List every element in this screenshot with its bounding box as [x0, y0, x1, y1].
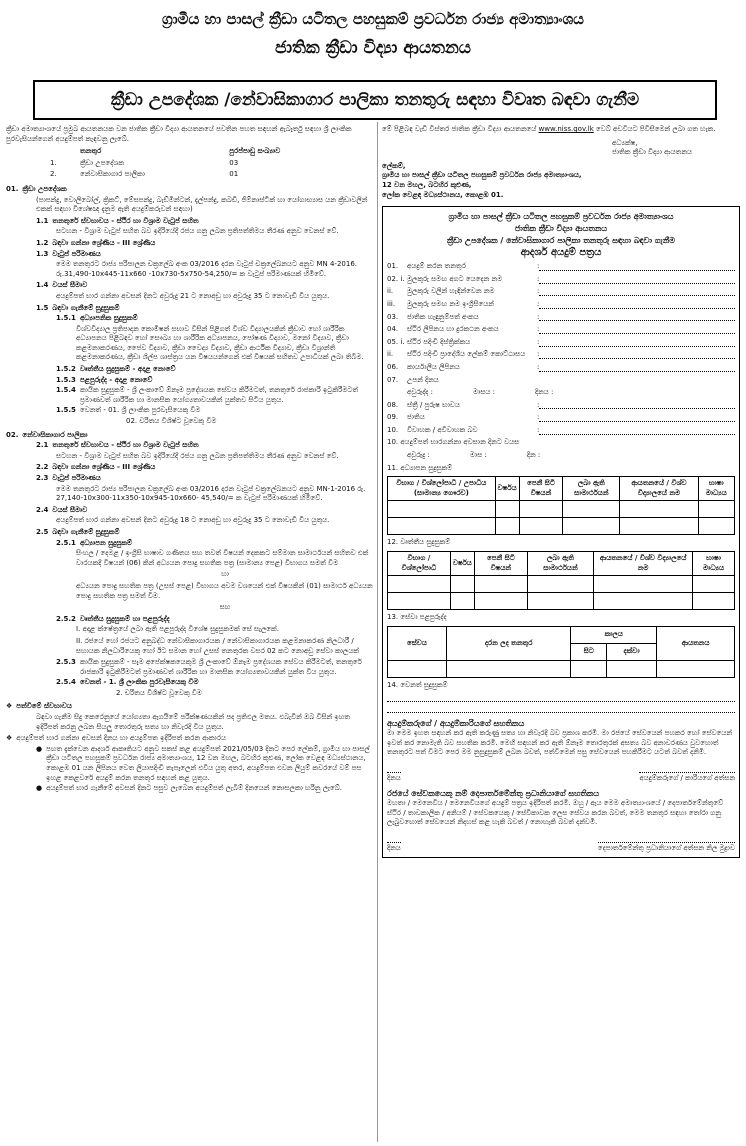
table-row — [46, 158, 346, 170]
field-num: 05. i. — [387, 337, 405, 346]
dob-day: දිනය : — [535, 388, 554, 397]
item-text: අධ්‍යයන පොදු සහතික පත්‍ර (උසස් පෙළ) විභාගය අවම වශයෙන් එක් විෂයකින් (01) සාමාර්ථ අධ්‍යයන පොදු සහතික පත්‍ර සමත් වීම. — [76, 581, 373, 600]
field-num: 07. — [387, 375, 399, 384]
item-title: බඳවා ගැනීමේ සුදුසුකම් — [52, 527, 120, 536]
website-link[interactable]: www.niss.gov.lk — [538, 125, 594, 133]
item-num: 2.5 — [36, 527, 49, 536]
left-column — [6, 125, 374, 795]
item-1-5-3 — [6, 376, 374, 386]
section-num: 01. — [6, 184, 19, 193]
item-title: කායික සුදුසුකම් - ශ්‍රී ලංකාවේ ඕනෑම ප්‍රදේශයක සේවය කිරීමටත්, තනතුරේ රාජකාරි ඉටුකිරීමටත් ප්‍රමාණවත් ශාරීරික හා මානසික යෝග්‍යතාවයකින් යුක්තව සිටිය යුතුය. — [79, 386, 358, 404]
age-field[interactable] — [387, 438, 735, 448]
col-header: පෙනී සිටි විෂයන් — [519, 477, 563, 501]
address-line: 12 වන මහල, බටහිර කුළුණ, — [382, 180, 472, 189]
item-1-5 — [6, 304, 374, 314]
col-header: කාලය — [571, 626, 657, 643]
item-2-5-1 — [6, 539, 374, 549]
section-1-heading — [6, 185, 374, 195]
item-num: 2.4 — [36, 505, 49, 514]
col-header: ආයතනයේ / විශ්ව විද්‍යාලයේ නම — [594, 552, 693, 576]
form-field[interactable]: 05. i. ස්ථිර පදිංචි දිස්ත්‍රික්කය : — [387, 338, 735, 348]
col-header: සේවය — [388, 626, 447, 660]
item-text: II. රජයේ හෝ රජයට අනුබද්ධ නේවාසිකාගාරයක / නේවාසිකාගාරයක කළමනාකරණ නිලධාරී / සහායක නිලධාරියෙකු හෝ ඊට සමාන හෝ උසස් තනතුරක වසර 02 කට නොඅඩු සේවා කාලයක් — [76, 636, 359, 655]
item-num: 1.5 — [36, 303, 49, 312]
applicant-cert-text: මා මෙම ඉහත සඳහන් කර ඇති කරුණු සත්‍ය හා නිවැරදි බව ප්‍රකාශ කරමි. මා රජයේ සේවයෙන් පහකර හෝ සේවයෙන් ඉවත් කර නොමැති බව සහතික කරමි. මෙහි සඳහන් කර ඇති ඕනෑම තොරතුරක් අසත්‍ය බව අනාවරණය වුවහොත් තනතුරට පත් වීමට පෙර මම නුසුදුසුකම් ලබන බවත්, පත්වීමෙන් පසු සේවයෙන් පහකිරීමට යටත් බවත් දනිමි. — [387, 729, 733, 757]
item-1-5-1 — [6, 314, 374, 324]
field-label: මුලකුරු වලින් හැඳින්වෙන නම — [407, 287, 495, 296]
form-field[interactable]: 01. අයදුම් කරන තනතුර : — [387, 262, 735, 272]
item-num: 1.5.4 — [56, 386, 76, 395]
col-header: වර්ෂය — [495, 477, 519, 501]
item-title: වයස් සීමාව — [52, 505, 88, 514]
table-row[interactable] — [388, 660, 735, 677]
item-title: බඳවා ගන්නා ශ්‍රේණිය - III ශ්‍රේණිය — [52, 238, 156, 247]
item-num: 1.2 — [36, 238, 49, 247]
field-num: 03. — [387, 312, 399, 321]
probation-heading — [6, 702, 374, 712]
table-row[interactable] — [388, 518, 735, 535]
sig-date-label: දිනය — [387, 843, 401, 852]
col-header: ලබා ඇති සාමාර්ථයන් — [527, 552, 593, 576]
sig-head-label: දෙපාර්තමේන්තු ප්‍රධානියාගේ අත්සන නිල මුද්‍රාව — [597, 843, 735, 852]
item-text: අයදුම්පත් භාර ගන්නා අවසන් දිනට අවුරුදු 18 ට නොඅඩු හා අවුරුදු 35 ට නොවැඩි විය යුතුය. — [56, 516, 330, 525]
field-label: උපන් දිනය — [407, 375, 439, 384]
form-field[interactable]: 08. ස්ත්‍රී / පුරුෂ භාවය : — [387, 401, 735, 411]
col-header: භාෂා මාධ්‍යය — [698, 477, 735, 501]
institute-title: ජාතික ක්‍රීඩා විද්‍යා ආයතනය — [275, 38, 471, 58]
other-line[interactable] — [387, 693, 735, 702]
item-num: 1.4 — [36, 281, 49, 290]
item-title: වෘත්තීය සුදුසුකම් හා පළපුරුද්ද — [79, 614, 170, 623]
field-label: කාර්යාලීය ලිපිනය — [407, 362, 460, 371]
form-title: ආදර්ශ අයදුම් පත්‍රය — [520, 247, 602, 259]
item-num: 1.3 — [36, 249, 49, 258]
dept-cert-text: මහතා / මෙනෙවිය / මෙනෙවියගේ අයදුම් පත්‍රය ඉදිරිපත් කරමි. ඔහු / ඇය මෙම අමාත්‍යාංශයේ / දෙපාර්තමේන්තුවේ ස්ථිර / තාවකාලික / අනියම් / සේවකයෙකු / සේවිකාවක ලෙස සේවය කරන බවත්, මෙම තනතුර සඳහා තෝරා ගනු ලැබුවහොත් සේවයෙන් නිදහස් කළ හැකි බවත් / නොහැකි බවත් දන්වමි. — [387, 798, 724, 827]
pos-count: 03 — [229, 158, 239, 167]
col-header: විභාග / විශ්ලෝපාධි — [388, 552, 451, 576]
field-num: 08. — [387, 400, 399, 409]
item-2-3 — [6, 474, 374, 484]
item-title: වෙනත් - 1. ශ්‍රී ලාංකික පුරවැසියෙකු වීම — [79, 678, 199, 687]
pos-count: 01 — [229, 170, 239, 179]
section-num: 02. — [6, 430, 19, 439]
item-num: 2.5.2 — [56, 614, 76, 623]
positions-table — [46, 146, 346, 181]
item-title: තනතුරේ ස්වභාවය - ස්ථිර හා විශ්‍රාම වැටුප් සහිත — [52, 441, 199, 450]
vocational-table — [387, 551, 735, 610]
form-field[interactable]: iii. මුලකුරු සමඟ නම ඉංග්‍රීසියෙන් : — [387, 300, 735, 310]
item-1-4 — [6, 281, 374, 291]
address-line: ලේකම්, — [382, 161, 406, 170]
col-header: ආයතනයේ / විශ්ව විද්‍යාලයේ නම — [620, 477, 698, 501]
section-2-heading — [6, 431, 374, 441]
website-note — [382, 125, 740, 135]
diamond-bullet-icon: ❖ — [6, 734, 13, 743]
form-field[interactable] — [387, 376, 735, 386]
field-label: ස්ථිර ලිපිනය හා දුරකථන අංකය — [407, 325, 499, 334]
item-2-1 — [6, 441, 374, 451]
director-institute: ජාතික ක්‍රීඩා විද්‍යා ආයතනය — [612, 148, 693, 157]
item-2-2 — [6, 463, 374, 473]
voc-label: 12. වෘත්තීය සුදුසුකම් — [387, 538, 451, 547]
field-num: 09. — [387, 413, 399, 422]
field-label: 10. අයදුම්පත් භාරගන්නා අවසාන දිනට වයස — [387, 438, 520, 447]
item-text: 2. චරිතය විශිෂ්ට වූවෙකු වීම — [116, 688, 202, 697]
pos-num: 1. — [50, 158, 57, 167]
item-title: වෙනත් - 01. ශ්‍රී ලාංකික පුරවැසියෙකු වීම — [79, 406, 201, 415]
form-field[interactable]: 03. ජාතික හැඳුනුම්පත් අංකය : — [387, 313, 735, 323]
item-1-2 — [6, 239, 374, 249]
item-num: 2.1 — [36, 441, 49, 450]
connector-text: හා — [221, 570, 229, 579]
col-header: පෙනී සිටි විෂයන් — [474, 552, 527, 576]
item-text: I. අදාළ ක්ෂේත්‍රයේ ලබා ඇති පළපුරුද්ද විශේෂ සුදුසුකමක් සේ සැලකේ. — [76, 625, 279, 634]
applicant-cert-title: අයදුම්කරුගේ / අයදුම්කාරියගේ සහතිකය — [387, 719, 525, 729]
form-field[interactable]: 04. ස්ථිර ලිපිනය හා දුරකථන අංකය : — [387, 325, 735, 335]
pos-header-count: පුරප්පාඩු සංඛ්‍යාව — [229, 147, 281, 156]
pos-name: නේවාසිකාගාර පාලිකා — [80, 170, 145, 179]
form-field[interactable]: ii. මුලකුරු වලින් හැඳින්වෙන නම : — [387, 287, 735, 297]
item-2-5-2 — [6, 615, 374, 625]
item-text: සටහන - විශ්‍රාම වැටුප් සහිත බව ඉදිරියේදී රජය ගනු ලබන ප්‍රතිපත්තිමය තීරණ අනුව වෙනස් වේ. — [56, 227, 339, 236]
pos-name: ක්‍රීඩා උපදේශක — [80, 158, 125, 167]
form-header — [387, 211, 735, 259]
form-ministry: ග්‍රාමීය හා පාසල් ක්‍රීඩා යටිතල පහසුකම් ප්‍රවර්ධන රාජ්‍ය අමාත්‍යාංශය — [448, 212, 674, 222]
col-header: ලබා ඇති සාමාර්ථයන් — [563, 477, 620, 501]
connector-text: සහ — [219, 603, 231, 612]
address-line: ග්‍රාමීය හා පාසල් ක්‍රීඩා යටිතල පහසුකම් ප්‍රවර්ධන රාජ්‍ය අමාත්‍යාංශය, — [382, 171, 582, 180]
pos-num: 2. — [50, 170, 57, 179]
field-label: ස්ත්‍රී / පුරුෂ භාවය — [407, 400, 460, 409]
field-label: මුලකුරු සමඟ අගට යෙදෙන නම — [407, 274, 503, 283]
address-line: ලෝක වෙළඳ මධ්‍යස්ථානය, කොළඹ 01. — [382, 190, 504, 199]
pos-header-title: තනතුර — [80, 147, 102, 156]
age-months: මාස : — [469, 451, 487, 460]
item-2-4 — [6, 506, 374, 516]
item-num: 1.5.3 — [56, 375, 76, 384]
field-num: ii. — [387, 287, 394, 296]
item-title: බඳවා ගැනීමේ සුදුසුකම් — [52, 303, 120, 312]
sig-date-label: දිනය — [387, 773, 401, 782]
col-header: භාෂා මාධ්‍යය — [693, 552, 735, 576]
item-text: මෙම තනතුරට රාජ්‍ය පරිපාලන චක්‍රලේඛ අංක 03/2016 දරන වැටුප් චක්‍රලේඛනයට අනුව MN-1-2016 රු. 27,140-10x300-11x350-10x945-10x660- 45,540/= ක වැටුප් පරිමාණයක් හිමිවේ. — [56, 484, 366, 503]
item-num: 2.5.1 — [56, 538, 76, 547]
age-years: අවුරුදු : — [407, 451, 430, 460]
right-column — [382, 125, 740, 858]
banner-title: ක්‍රීඩා උපදේශක /නේවාසිකාගාර පාලිකා තනතුරු සඳහා විවෘත බඳවා ගැනීම — [33, 80, 717, 120]
form-field[interactable]: 02. i. මුලකුරු සමඟ අගට යෙදෙන නම : — [387, 275, 735, 285]
dept-signature-row — [387, 842, 735, 854]
director-title: අධ්‍යක්ෂ, — [612, 138, 638, 147]
item-num: 2.5.3 — [56, 658, 76, 667]
bullet-icon: ● — [36, 784, 43, 793]
exp-label: 13. සේවා පළපුරුද්ද — [387, 613, 447, 622]
form-field[interactable]: 06. කාර්යාලීය ලිපිනය : — [387, 363, 735, 373]
table-row — [46, 169, 346, 181]
dob-month: මාසය : — [473, 388, 495, 397]
other-line[interactable] — [387, 704, 735, 713]
item-num: 1.1 — [36, 216, 49, 225]
item-2-5 — [6, 528, 374, 538]
form-subject: ක්‍රීඩා උපදේශක / නේවාසිකාගාර පාලිකා තනතුරු සඳහා බඳවා ගැනීම — [447, 236, 675, 246]
website-tail: වෙබ් අඩවියට පිවිසීමෙන් ලබා ගත හැක. — [596, 125, 716, 133]
form-field[interactable]: 10. විවාහක / අවිවාහක බව : — [387, 426, 735, 436]
other-label: 14. වෙනත් සුදුසුකම් — [387, 680, 448, 689]
address-block — [382, 162, 740, 200]
item-1-5-5 — [6, 406, 374, 416]
item-title: අධ්‍යාපන සුදුසුකම් — [79, 538, 132, 547]
edu-label: 11. අධ්‍යාපන සුදුසුකම් — [387, 463, 453, 472]
col-header: විභාග / විශ්ලෝපාධි / උපාධිය (සාමාන්‍ය ගෞරව) — [388, 477, 496, 501]
website-text: මේ පිළිබඳ වැඩි විස්තර ජාතික ක්‍රීඩා විද්‍යා ආයතනයේ — [382, 125, 537, 133]
item-2-5-4 — [6, 678, 374, 688]
field-label: ජාතිය — [407, 413, 425, 422]
field-label: අයදුම් කරන තනතුර — [407, 262, 466, 271]
item-num: 1.5.5 — [56, 406, 76, 415]
table-row[interactable] — [388, 576, 735, 593]
section-1-desc: (පාපන්දු, වොලිබෝල්, ක්‍රිකට්, මේසපන්දු, බැඩ්මින්ටන්, දැල්පන්දු, කබඩි, ජිම්නාස්ටික් හා යෝගාභ්‍යාස යන ක්‍රීඩාවලින් එකක් සඳහා විශේෂඥ දැනුම ඇති අයදුම්කරුවන් සඳහා) — [36, 195, 368, 214]
form-field[interactable]: ii. ස්ථිර පදිංචි ප්‍රාදේශීය ලේකම් කොට්ඨාසය : — [387, 350, 735, 360]
table-row[interactable] — [388, 593, 735, 610]
item-text: විශ්වවිද්‍යාල ප්‍රතිපාදන කොමිෂන් සභාව විසින් පිළිගත් විශ්ව විද්‍යාලයකින් ක්‍රීඩාව හෝ ශාරීරික අධ්‍යාපනය පිළිබඳව හෝ සෞඛ්‍ය හා ශාරීරික අධ්‍යාපනය, පෝෂණ විද්‍යාව, මනෝ විද්‍යාව, ක්‍රීඩා කළමනාකරණය, ජෛව විද්‍යාව, ක්‍රීඩා වෛද්‍ය විද්‍යාව, ක්‍රීඩා ආර්ථික විද්‍යාව, ක්‍රීඩා විශ්‍රාන්ති කළමනාකරණය, ක්‍රීඩා ශිල්ප ශාස්ත්‍රය යන විෂයයන්ගෙන් එක් විෂයක් සහිතව උපාධියක් ලබා තිබීම. — [76, 324, 364, 362]
apply-bullet-1 — [6, 745, 374, 783]
ministry-title: ග්‍රාමීය හා පාසල් ක්‍රීඩා යටිතල පහසුකම් ප්‍රවර්ධන රාජ්‍ය අමාත්‍යාංශය — [162, 10, 584, 28]
form-field[interactable]: 09. ජාතිය : — [387, 413, 735, 423]
sig-applicant-label: අයදුම්කරුගේ / කාරියගේ අත්සන — [639, 773, 735, 782]
item-text: 02. චරිතය විශිෂ්ට වූවෙකු වීම — [126, 417, 217, 426]
item-title: පළපුරුද්ද - අදාළ නොවේ — [79, 375, 153, 384]
field-num: 01. — [387, 262, 399, 271]
director-sign — [382, 139, 740, 158]
apply-bullet-2 — [6, 784, 374, 794]
field-label: මුලකුරු සමඟ නම ඉංග්‍රීසියෙන් — [407, 299, 494, 308]
item-title: වැටුප් පරිමාණය — [52, 249, 101, 258]
section-title: නේවාසිකාගාර පාලිකා — [22, 430, 88, 439]
form-institute: ජාතික ක්‍රීඩා විද්‍යා ආයතනය — [514, 224, 608, 234]
item-num: 1.5.2 — [56, 365, 76, 374]
item-1-1 — [6, 217, 374, 227]
field-label: ස්ථිර පදිංචි ප්‍රාදේශීය ලේකම් කොට්ඨාසය — [407, 350, 526, 359]
item-text: සටහන - විශ්‍රාම වැටුප් සහිත බව ඉදිරියේදී රජය ගනු ලබන ප්‍රතිපත්තිමය තීරණ අනුව වෙනස් වේ. — [56, 451, 339, 460]
item-2-5-3 — [6, 658, 374, 677]
experience-table — [387, 626, 735, 678]
field-num: 10. — [387, 425, 399, 434]
age-days: දින : — [526, 451, 541, 460]
item-num: 2.2 — [36, 463, 49, 472]
dob-year: අවුරුද්ද : — [407, 388, 433, 397]
age-parts[interactable] — [387, 451, 735, 461]
field-label: විවාහක / අවිවාහක බව — [407, 425, 478, 434]
item-text: සිංහල / දෙමළ / ඉංග්‍රීසි භාෂාව ගණිතය සහ තවත් විෂයන් දෙකකට සම්මාන සාමාර්ථයන් සහිතව එක් වාරයකදී විෂයන් (06) කින් අධ්‍යයන පොදු සහතික පත්‍ර (සාමාන්‍ය පෙළ) විභාගය සමත් වීම — [76, 549, 369, 567]
col-header: වර්ෂය — [450, 552, 474, 576]
item-num: 2.3 — [36, 474, 49, 482]
section-title: ක්‍රීඩා උපදේශක — [22, 184, 67, 193]
dept-cert-title: රජයේ සේවකයෙකු නම් දෙපාර්තමේන්තු ප්‍රධානියාගේ සහතිකය — [387, 789, 600, 799]
item-title: වෘත්තීය සුදුසුකම් - අදාළ නොවේ — [79, 365, 176, 374]
item-num: 1.5.1 — [56, 314, 76, 323]
apply-heading — [6, 734, 374, 744]
col-subheader: දක්වා — [607, 643, 657, 660]
table-row[interactable] — [388, 501, 735, 518]
col-header: ආයතනය — [657, 626, 735, 660]
item-title: තනතුරේ ස්වභාවය - ස්ථිර හා විශ්‍රාම වැටුප් සහිත — [52, 216, 199, 225]
apply-title: අයදුම්පත් භාර ගන්නා අවසන් දිනය හා අයදුම්පත ඉදිරිපත් කරන ආකාරය — [16, 734, 226, 743]
applicant-signature-row — [387, 772, 735, 784]
diamond-bullet-icon: ❖ — [6, 702, 13, 711]
field-num: ii. — [387, 350, 394, 359]
item-text: අයදුම්පත් භාර ගන්නා අවසන් දිනට අවුරුදු 21 ට නොඅඩු හා අවුරුදු 35 ට නොවැඩි විය යුතුය. — [56, 291, 330, 300]
field-num: iii. — [387, 299, 396, 308]
field-num: 06. — [387, 362, 399, 371]
education-table — [387, 476, 735, 535]
item-title: බඳවා ගන්නා ශ්‍රේණිය - III ශ්‍රේණිය — [52, 463, 156, 472]
application-form — [382, 206, 740, 858]
col-header: දරන ලද තනතුර — [446, 626, 571, 660]
probation-text: බඳවා ගැනීම සිදු කෙරෙනුයේ යෝග්‍යතා ඇගයීමේ පරීක්ෂණයකින් පද ප්‍රතිඵල මතය. එබැවින් ඔබ විසින් ඉහත ඉදිරිපත් කරනු ලබන සියලු තොරතුරු සත්‍ය හා නිවැරදි විය යුතුය. — [36, 713, 350, 731]
item-title: වයස් සීමාව — [52, 281, 88, 290]
column-divider — [377, 122, 378, 1142]
field-label: ජාතික හැඳුනුම්පත් අංකය — [407, 312, 479, 321]
bullet-icon: ● — [36, 744, 43, 753]
item-title: වැටුප් පරිමාණය — [52, 474, 101, 482]
field-num: 02. i. — [387, 274, 405, 283]
col-subheader: සිට — [571, 643, 607, 660]
apply-text: අයදුම්පත් භාර ගැනීමේ අවසන් දිනට පසුව ලැබෙන අයදුම්පත් ලැබීම් දිනයෙන් නොසලකා හරිනු ලැබේ. — [46, 784, 342, 793]
item-num: 2.5.4 — [56, 678, 76, 687]
field-num: 04. — [387, 325, 399, 334]
dob-fields[interactable] — [387, 388, 735, 398]
item-1-3 — [6, 250, 374, 260]
item-title: කායික සුදුසුකම් - සෑම අපේක්ෂකයෙකුම ශ්‍රී ලංකාවේ ඕනෑම ප්‍රදේශයක සේවය කිරීමටත්, තනතුරේ රාජකාරි ඉටුකිරීමටත් ප්‍රමාණවත් ශාරීරික හා මානසික යෝග්‍යතාවයකින් යුක්ත විය යුතුය. — [79, 658, 362, 676]
item-title: අධ්‍යාපනික සුදුසුකම් — [79, 314, 138, 323]
intro-text: ක්‍රීඩා අමාත්‍යාංශයේ ප්‍රමුඛ ආයතනයක වන ජාතික ක්‍රීඩා විද්‍යා ආයතනයේ පවතින පහත සඳහන් ඇබෑර්තු සඳහා ශ්‍රී ලාංකික පුරවැසියන්ගෙන් අයදුම්පත් කැඳවනු ලැබේ. — [6, 125, 352, 143]
field-label: ස්ථිර පදිංචි දිස්ත්‍රික්කය — [407, 337, 471, 346]
apply-text: පහත දැක්වෙන ආදර්ශ ආකෘතියට අනුව සකස් කළ අයදුම්පත් 2021/05/03 දිනට පෙර ලේකම්, ග්‍රාමීය හා පාසල් ක්‍රීඩා යටිතල පහසුකම් ප්‍රවර්ධන රාජ්‍ය අමාත්‍යාංශය, 12 වන මහල, බටහිර කුළුණ, ලෝක වෙළඳ මධ්‍යස්ථානය, කොළඹ 01 යන ලිපිනය වෙත ලියාපදිංචි තැපෑලෙන් එවිය යුතු අතර, අයදුම්පත එවන ලියුම් කවරයේ වම් පස ඉහළ කෙළවරේ අයදුම් කරන තනතුර සඳහන් කළ යුතුය. — [46, 744, 370, 782]
item-text: මෙම තනතුරට රාජ්‍ය පරිපාලන චක්‍රලේඛ අංක 03/2016 දරන වැටුප් චක්‍රලේඛනයට අනුව MN 4-2016. රු.31,490-10x445-11x660 -10x730-5x750-54,250/= ක වැටුප් පරිමාණයක් හිමිවේ. — [56, 260, 357, 278]
item-1-5-4 — [6, 386, 374, 405]
item-1-5-2 — [6, 365, 374, 375]
probation-title: පත්වීමේ ස්වභාවය — [16, 702, 72, 711]
